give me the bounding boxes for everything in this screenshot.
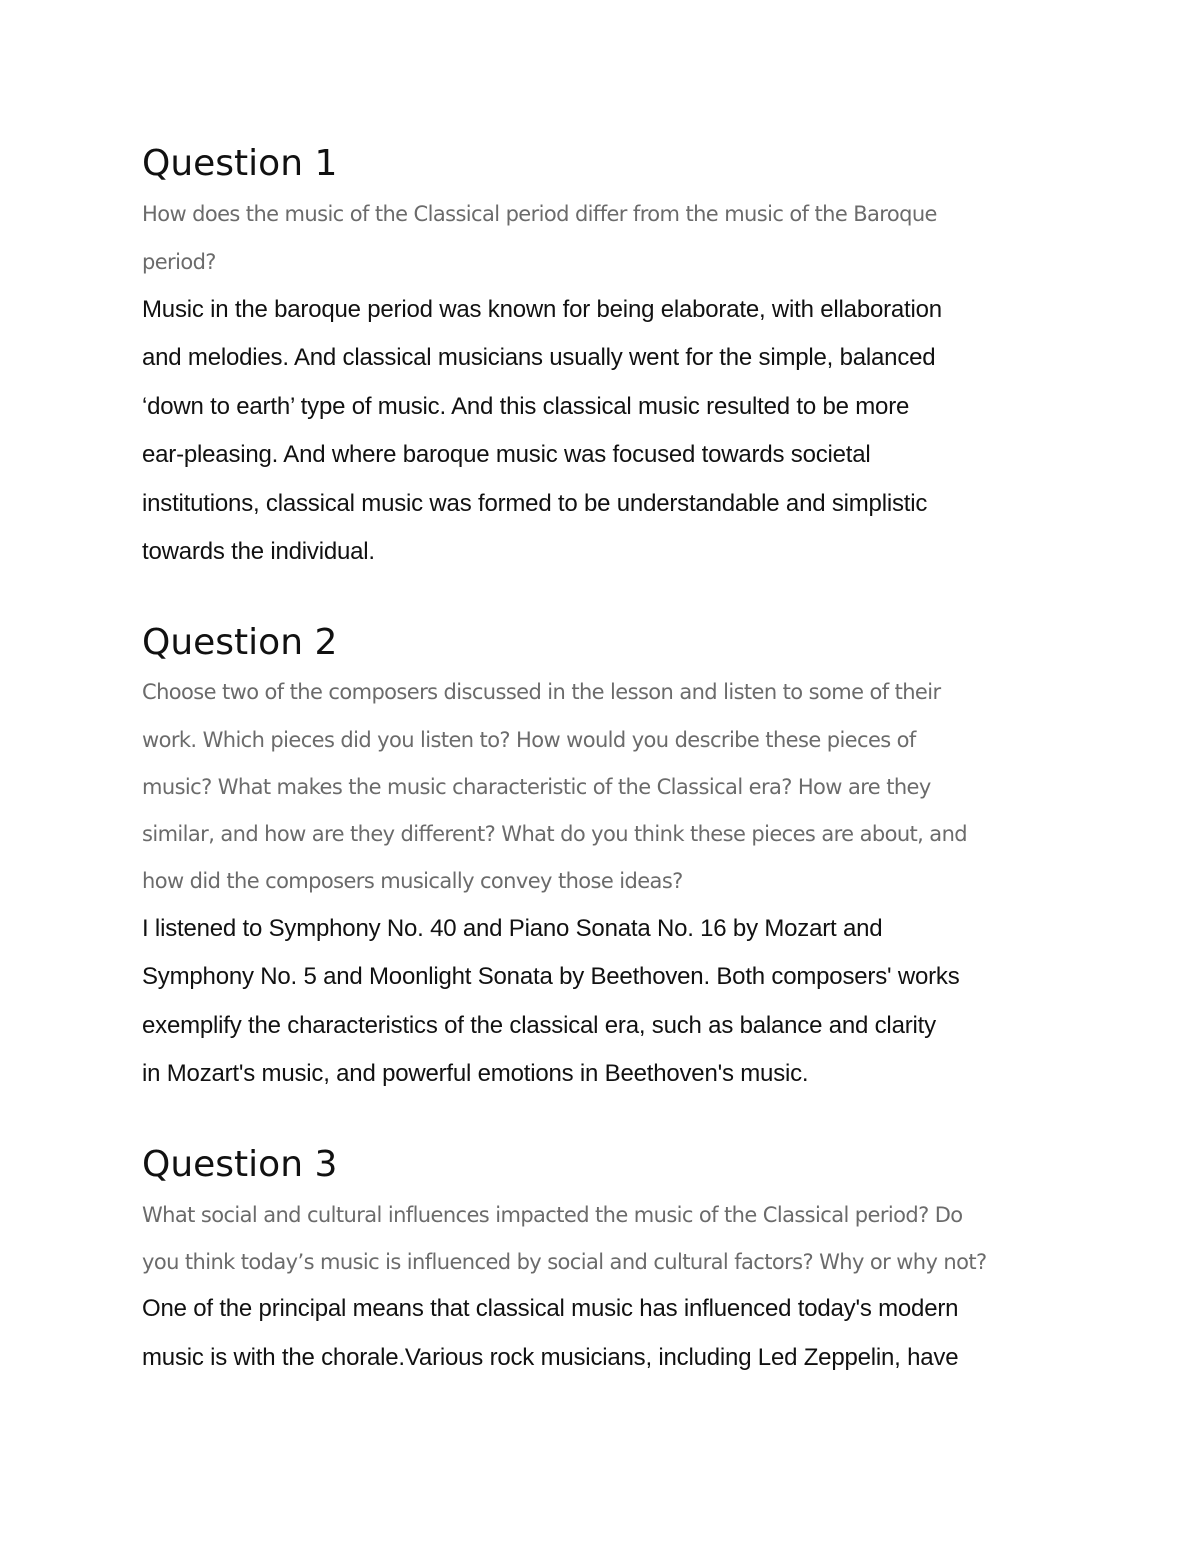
question-1-heading: Question 1 bbox=[142, 143, 338, 184]
question-1-prompt-line: How does the music of the Classical period differ from the music of the Baroque bbox=[142, 202, 937, 226]
question-1-answer-line: institutions, classical music was formed to be understandable and simplistic bbox=[142, 490, 928, 517]
question-2-prompt-line: similar, and how are they different? What do you think these pieces are about, and bbox=[142, 822, 968, 846]
question-3-heading: Question 3 bbox=[142, 1144, 338, 1185]
question-2-answer-line: I listened to Symphony No. 40 and Piano Sonata No. 16 by Mozart and bbox=[142, 915, 883, 942]
question-2-prompt-line: how did the composers musically convey those ideas? bbox=[142, 869, 683, 893]
question-3-prompt-line: you think today’s music is influenced by social and cultural factors? Why or why not? bbox=[142, 1250, 987, 1274]
question-3-answer-line: One of the principal means that classical music has influenced today's modern bbox=[142, 1295, 959, 1322]
question-2-answer-line: exemplify the characteristics of the classical era, such as balance and clarity bbox=[142, 1012, 936, 1039]
question-2-heading: Question 2 bbox=[142, 622, 338, 663]
question-3-answer-line: music is with the chorale.Various rock musicians, including Led Zeppelin, have bbox=[142, 1344, 959, 1371]
question-2-prompt-line: music? What makes the music characteristic of the Classical era? How are they bbox=[142, 775, 931, 799]
question-2-answer-line: in Mozart's music, and powerful emotions in Beethoven's music. bbox=[142, 1060, 809, 1087]
question-1-answer-line: and melodies. And classical musicians usually went for the simple, balanced bbox=[142, 344, 936, 371]
question-1-prompt-line: period? bbox=[142, 250, 216, 274]
question-1-answer-line: ear-pleasing. And where baroque music was focused towards societal bbox=[142, 441, 871, 468]
question-1-answer-line: towards the individual. bbox=[142, 538, 375, 565]
question-2-prompt-line: work. Which pieces did you listen to? How would you describe these pieces of bbox=[142, 728, 916, 752]
question-2-answer-line: Symphony No. 5 and Moonlight Sonata by Beethoven. Both composers' works bbox=[142, 963, 960, 990]
question-1-answer-line: Music in the baroque period was known for being elaborate, with ellaboration bbox=[142, 296, 942, 323]
question-2-prompt-line: Choose two of the composers discussed in the lesson and listen to some of their bbox=[142, 680, 941, 704]
question-1-answer-line: ‘down to earth’ type of music. And this classical music resulted to be more bbox=[142, 393, 910, 420]
question-3-prompt-line: What social and cultural influences impacted the music of the Classical period? Do bbox=[142, 1203, 963, 1227]
